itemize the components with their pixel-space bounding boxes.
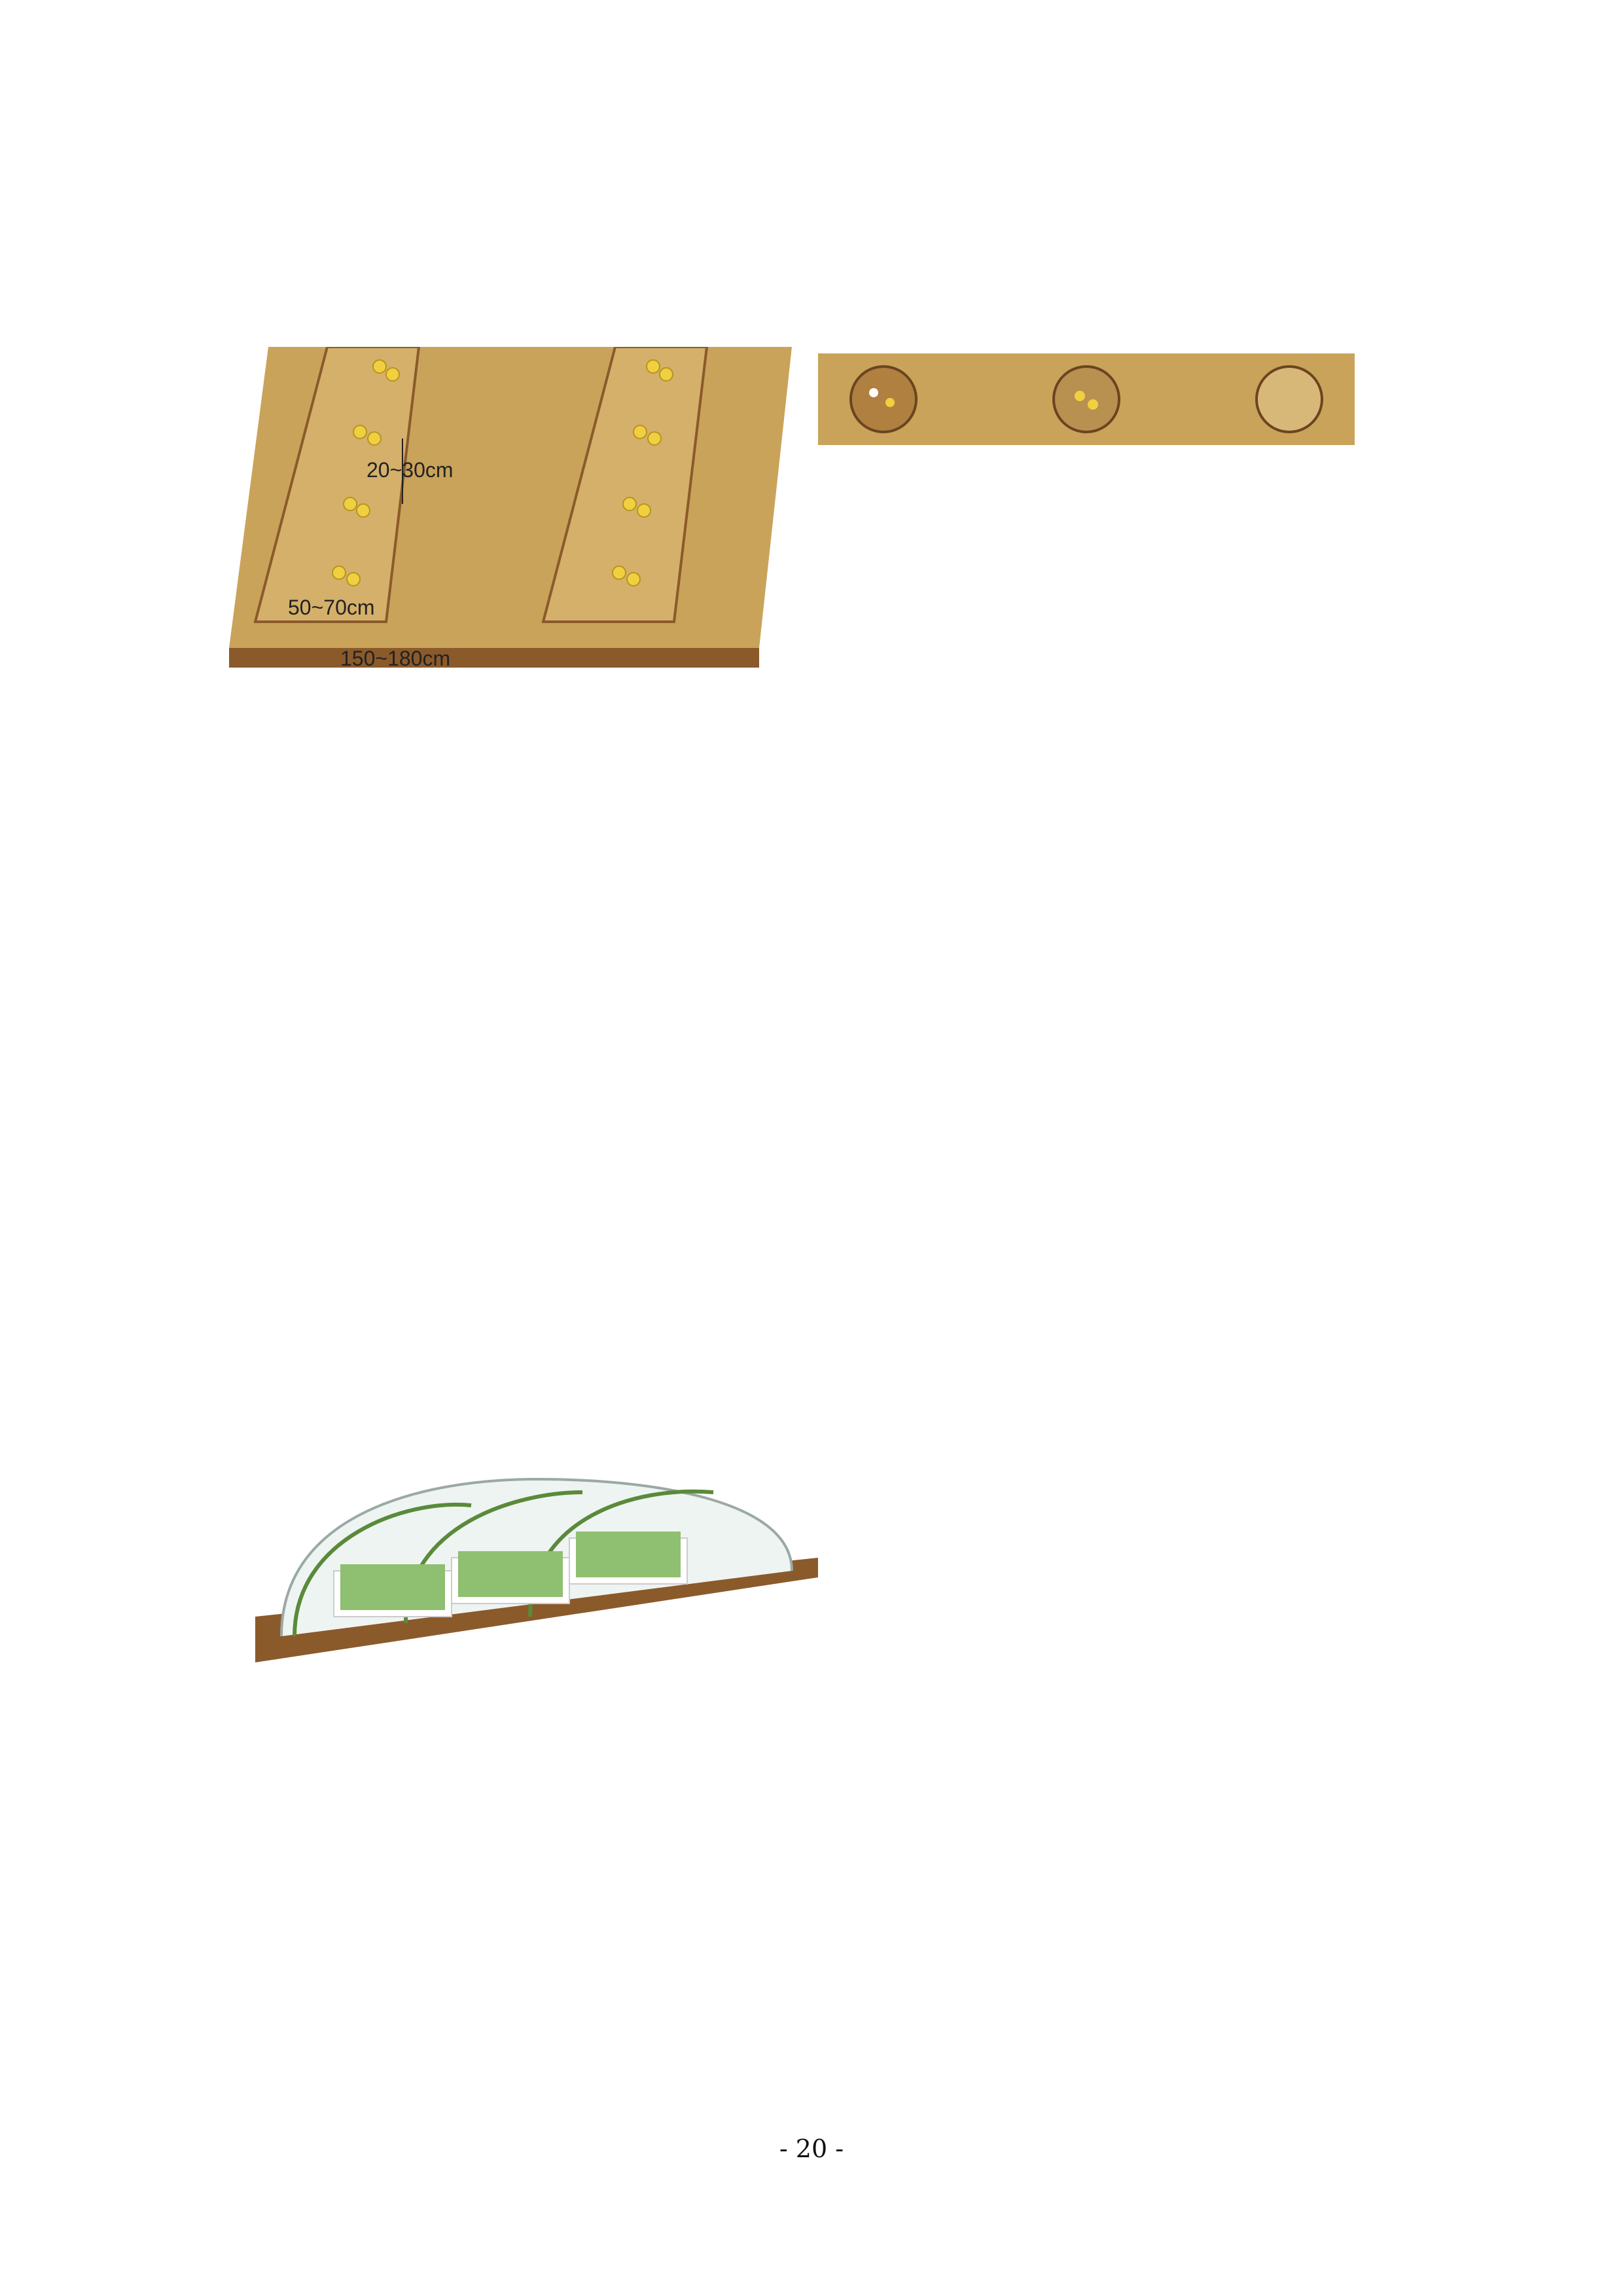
dim-total-width: 150~180cm: [340, 647, 451, 670]
sowing-steps-strip: [818, 353, 1355, 445]
tunnel-illustration: [255, 1466, 818, 1748]
dim-row-spacing: 20~30cm: [366, 458, 454, 482]
dim-bed-width: 50~70cm: [288, 596, 375, 619]
page-number: - 20 -: [779, 2134, 844, 2163]
